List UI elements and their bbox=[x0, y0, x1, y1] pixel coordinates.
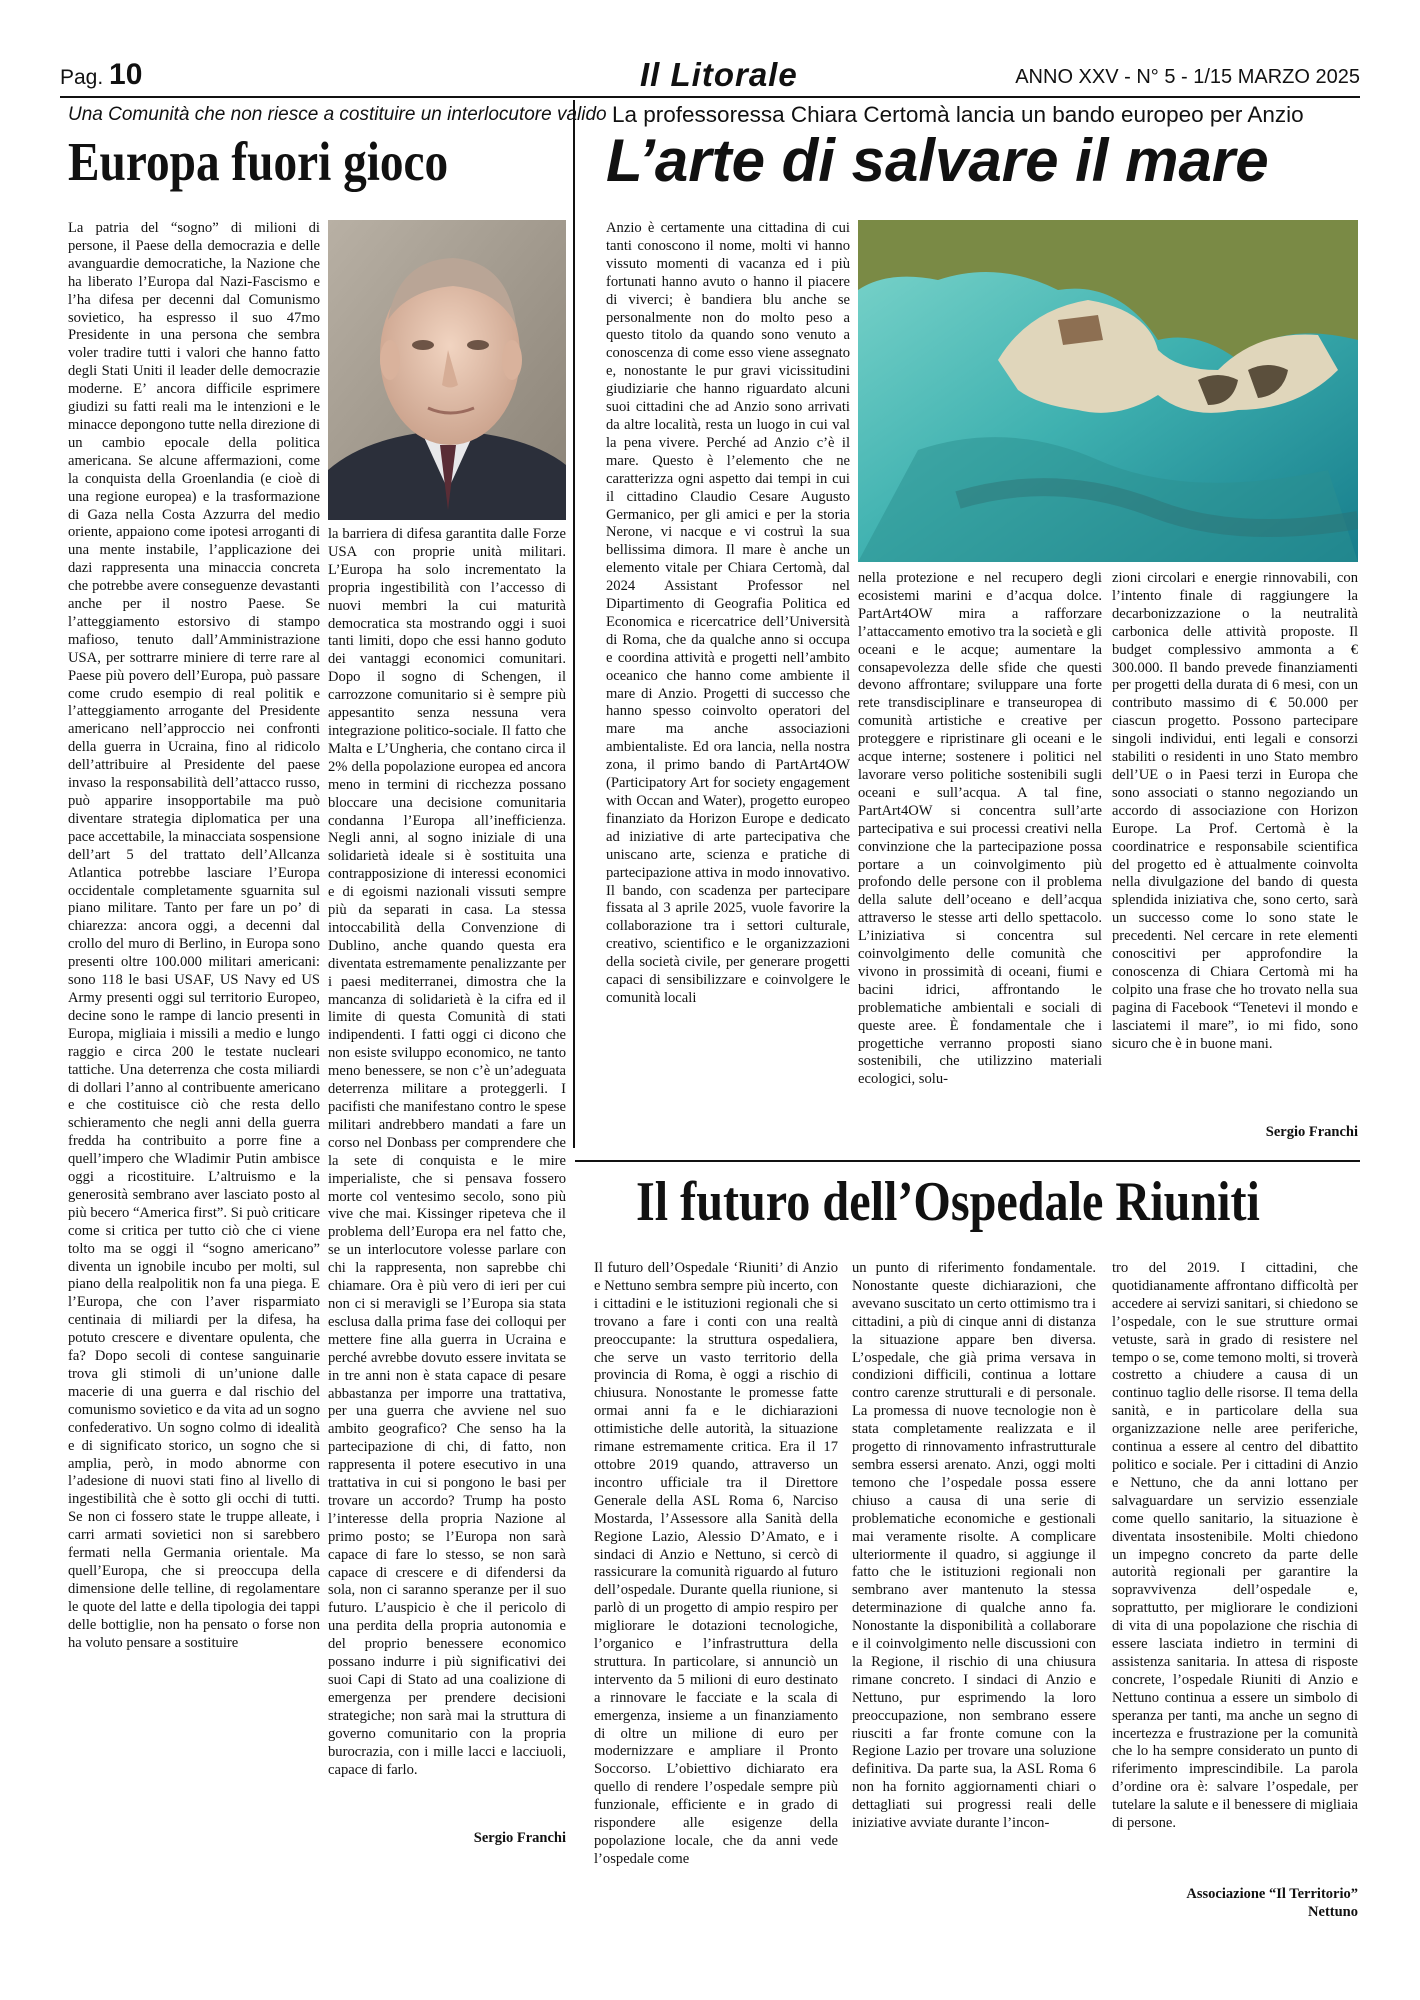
column-divider bbox=[573, 100, 575, 1148]
article2-text-1: Anzio è certamente una cittadina di cui tanti conoscono il nome, molti vi hanno vissuto momenti di vacanza ed i più fortunati hanno avuto o hanno il piacere di viverci; è bandiera blu anche se personalmente non do molto peso a questo titolo da quando sono venuto a conoscenza di come esso viene assegnato e, nonostante le pur gravi vicissitudini giudiziarie che hanno riguardato alcuni suoi cittadini che ad Anzio sono arrivati da altre località, resta un luogo in cui val la pena vivere. Perché ad Anzio c’è il mare. Questo è l’elemento che ne caratterizza ogni aspetto dai tempi in cui il cittadino Claudio Cesare Augusto Germanico, per gli amici e per la storia Nerone, vi nacque e vi costruì la sua bellissima dimora. Il mare è anche un elemento vitale per Chiara Certomà, dal 2024 Assistant Professor nel Dipartimento di Geografia Politica ed Economica e ricercatrice dell’Università di Roma, che da qualche anno si occupa e coordina attività e progetti nell’ambito oceanico che hanno come ambiente il mare di Anzio. Progetti di successo che hanno spesso coinvolto operatori del mare ma anche associazioni ambientaliste. Ed ora lancia, nella nostra zona, il primo bando di PartArt4OW (Participatory Art for society engagement with Occan and Water), progetto europeo finanziato da Horizon Europe e dedicato ad iniziative di arte partecipativa che uniscano arte, scienza e pratiche di partecipazione attiva in modo innovativo. Il bando, con scadenza per partecipare fissata al 3 aprile 2025, vuole favorire la collaborazione tra i settori culturale, creativo, scientifico e le organizzazioni della società civile, per generare progetti capaci di sensibilizzare e coinvolgere le comunità locali bbox=[606, 220, 850, 1006]
article3-text-2: un punto di riferimento fondamentale. Nonostante queste dichiarazioni, che avevano suscitato un certo ottimismo tra i cittadini, a più di cinque anni di distanza la situazione appare ben diversa. L’ospedale, che già prima versava in condizioni difficili, continua a lottare contro carenze strutturali e di personale. La promessa di nuove tecnologie non è stata completamente realizzata e il progetto di rinnovamento infrastrutturale sembra essersi arenato. Anzi, oggi molti temono che l’ospedale possa essere chiuso a causa di una serie di problematiche economiche e gestionali mai veramente risolte. A complicare ulteriormente il quadro, si aggiunge il fatto che le istituzioni regionali non sembrano aver mantenuto la stessa determinazione di qualche anno fa. Nonostante la disponibilità a collaborare e il coinvolgimento nelle discussioni con la Regione, il rischio di una chiusura rimane concreto. I sindaci di Anzio e Nettuno, pur esprimendo la loro preoccupazione, non sembrano essere riusciti a far fronte comune con la Regione Lazio per trovare una soluzione definitiva. Da parte sua, la ASL Roma 6 non ha fornito aggiornamenti chiari o dettagliati sui progressi reali delle iniziative avviate durante l’incon- bbox=[852, 1260, 1096, 1832]
page-number-value: 10 bbox=[109, 58, 143, 91]
anzio-coast-photo bbox=[858, 220, 1358, 562]
article3-column-3 bbox=[1112, 1260, 1358, 1884]
section-divider bbox=[575, 1160, 1360, 1162]
article2-kicker: La professoressa Chiara Certomà lancia un bando europeo per Anzio bbox=[612, 102, 1304, 127]
issue-info: ANNO XXV - N° 5 - 1/15 MARZO 2025 bbox=[1015, 66, 1360, 88]
article2-text-2: nella protezione e nel recupero degli ecosistemi marini e d’acqua dolce. PartArt4OW mira a rafforzare l’attaccamento emotivo tra la società e gli oceani e le acque; aumentare la consapevolezza delle sfide che questi devono affrontare; sviluppare una forte rete transdisciplinare e transeuropea di comunità artistiche e creative per proteggere e ripristinare gli oceani e le acque interne; sostenere i politici nel lavorare verso politiche sostenibili sugli oceani e sull’acqua. A tal fine, PartArt4OW si concentra sull’arte partecipativa e sui processi creativi nella convinzione che la partecipazione possa portare a un coinvolgimento più profondo delle persone con il problema della salute dell’oceano e dell’acqua attraverso le stesse arti dello spettacolo. L’iniziativa si concentra sul coinvolgimento delle comunità che vivono in prossimità di oceani, fiumi e bacini idrici, affrontando le problematiche ambientali e sociali di queste aree. È fondamentale che i progettiche verranno proposti siano sostenibili, che utilizzino materiali ecologici, solu- bbox=[858, 570, 1102, 1088]
putin-photo bbox=[328, 220, 566, 520]
article3-title: Il futuro dell’Ospedale Riuniti bbox=[636, 1171, 1260, 1233]
article1-signature: Sergio Franchi bbox=[473, 1830, 566, 1846]
sea-image bbox=[858, 220, 1358, 562]
portrait-image bbox=[328, 220, 566, 520]
article3-signature-place: Nettuno bbox=[1308, 1904, 1358, 1920]
header-rule bbox=[60, 96, 1360, 98]
article3-text-1: Il futuro dell’Ospedale ‘Riuniti’ di Anzio e Nettuno sembra sempre più incerto, con i cittadini e le istituzioni regionali che si trovano a fare i conti con una realtà preoccupante: la struttura ospedaliera, che serve un vasto territorio della provincia di Roma, è oggi a rischio di chiusura. Nonostante le promesse fatte ormai anni fa e le dichiarazioni ottimistiche delle autorità, la situazione rimane estremamente critica. Era il 17 ottobre 2019 quando, attraverso un incontro ufficiale tra il Direttore Generale della ASL Roma 6, Narciso Mostarda, l’Assessore alla Sanità della Regione Lazio, Alessio D’Amato, e i sindaci di Anzio e Nettuno, si cercò di rassicurare la comunità riguardo al futuro dell’ospedale. Durante quella riunione, si parlò di un progetto di ampio respiro per migliorare le dotazioni tecnologiche, l’organico e l’infrastruttura della struttura. In particolare, si annunciò un intervento da 5 milioni di euro destinato a rinnovare le facciate e la scala di emergenza, insieme a un finanziamento di oltre un milione di euro per modernizzare e ampliare il Pronto Soccorso. L’obiettivo dichiarato era quello di rendere l’ospedale sempre più funzionale, efficiente e in grado di rispondere alle esigenze della popolazione locale, che da anni vede l’ospedale come bbox=[594, 1260, 838, 1867]
article1-title: Europa fuori gioco bbox=[68, 131, 449, 192]
page-label: Pag. bbox=[60, 66, 104, 89]
article1-column-1 bbox=[68, 220, 320, 1830]
page-number bbox=[60, 58, 142, 92]
article2-signature: Sergio Franchi bbox=[1265, 1124, 1358, 1140]
article3-column-2 bbox=[852, 1260, 1096, 1922]
article3-signature: Associazione “Il Territorio” bbox=[1186, 1886, 1358, 1902]
article1-text-2: la barriera di difesa garantita dalle Forze USA con proprie unità militari. L’Europa ha solo incrementato la propria ingestibilità con l’accesso di nuovi membri la cui maturità democratica sta mostrando oggi i suoi tanti limiti, dopo che essi hanno goduto dei vantaggi economici comunitari. Dopo il sogno di Schengen, il carrozzone comunitario si è sempre più appesantito senza nessuna vera integrazione politico-sociale. Il fatto che Malta e L’Ungheria, che contano circa il 2% della popolazione europea ed ancora meno in termini di ricchezza possano bloccare una decisione comunitaria condanna l’Europa all’inefficienza. Negli anni, al sogno iniziale di una solidarietà ideale si è sostituita una contrapposizione di interessi economici e di egoismi nazionali vissuti sempre più da separati in casa. La stessa intoccabilità della Convenzione di Dublino, anche quando questa era diventata estremamente penalizzante per i paesi mediterranei, dimostra che la mancanza di solidarietà è la cifra ed il limite di questa Comunità di stati indipendenti. I fatti oggi ci dicono che non esiste sviluppo economico, ne tanto meno benessere, se non c’è un’adeguata deterrenza militare a proteggerli. I pacifisti che manifestano contro le spese militari andrebbero mandati a fare un corso nel Donbass per comprendere che la sete di conquista e le mire imperialiste, che si pensava fossero morte col ventesimo secolo, sono più vive che mai. Kissinger ripeteva che il problema dell’Europa era nel fatto che, se un interlocutore volesse parlare con chi la rappresenta, non saprebbe chi chiamare. Ora è più vero di ieri per cui non ci si meravigli se l’Europa sia stata esclusa dalla prima fase dei colloqui per mettere fine alla guerra in Ucraina e perché avrebbe dovuto essere invitata se in tre anni non è stata capace di pesare abbastanza per imporre una trattativa, per una guerra che avviene nel suo ambito geografico? Che senso ha la partecipazione di chi, di fatto, non rappresenta il potere esecutivo in una trattativa in cui si pongono le basi per trovare un accordo? Trump ha posto l’interesse della propria Nazione al primo posto; se l’Europa non sarà capace di fare lo stesso, se non sarà capace di crescere e di difendersi da sola, non ci saranno speranze per il suo futuro. L’auspicio è che il pericolo di una perdita della propria autonomia e del proprio benessere economico possano indurre i più significativi dei suoi Capi di Stato ad una coalizione di emergenza per prendere decisioni strategiche; non sarà mai la struttura di governo comunitario con la propria burocrazia, con i mille lacci e lacciuoli, capace di farlo. bbox=[328, 526, 566, 1778]
article1-column-2 bbox=[328, 526, 566, 1824]
article1-text-1: La patria del “sogno” di milioni di persone, il Paese della democrazia e delle avanguardie democratiche, la Nazione che ha liberato l’Europa dal Nazi-Fascismo e l’ha difesa per decenni dal Comunismo sovietico, ha espresso il suo 47mo Presidente in una persona che sembra voler tradire tutti i valori che hanno fatto degli Stati Uniti il leader delle democrazie moderne. E’ ancora difficile esprimere giudizi su fatti reali ma le intenzioni e le minacce depongono tutte nella direzione di un cambio epocale della politica americana. Se alcune affermazioni, come la conquista della Groenlandia (e cioè di una regione europea) e la trasformazione di Gaza nella Costa Azzurra del medio oriente, appaiono come ipotesi arroganti di una mente instabile, l’applicazione dei dazi rappresenta una minaccia concreta che potrebbe avere conseguenze devastanti anche per il nostro Paese. Se l’atteggiamento estorsivo di stampo mafioso, tenuto dall’Amministrazione USA, per sottrarre miniere di terre rare al Paese più povero dell’Europa, può passare come crudo esempio di real politik e l’atteggiamento arrogante del Presidente americano nell’approccio nei confronti della guerra in Ucraina, fino al ridicolo dell’attribuire al Presidente del paese invaso la responsabilità dell’attacco russo, può apparire insopportabile ma può diventare strategia diplomatica per una pace accettabile, la minacciata sospensione dell’art 5 del trattato dell’Allcanza Atlantica potrebbe lasciare l’Europa occidentale completamente sguarnita sul piano militare. Tanto per fare un po’ di chiarezza: ancora oggi, a decenni dal crollo del muro di Berlino, in Europa sono presenti oltre 100.000 militari americani: sono 118 le basi USAF, US Navy ed US Army presenti oggi sul territorio Europeo, decine sono le rampe di lancio presenti in Europa, migliaia i missili a medio e lungo raggio e circa 200 le testate nucleari tattiche. Una deterrenza che costa miliardi di dollari l’anno al contribuente americano e che costituisce ciò che resta dello schieramento che negli anni della guerra fredda ha contribuito a porre fine a quell’impero che Wladimir Putin ambisce oggi a ricostituire. L’altruismo e la generosità sembrano aver lasciato posto al più becero “America first”. Si può criticare come si critica per tutto ciò che ci viene tolto ma se oggi il “sogno americano” diventa un ignobile incubo per molti, sul piano della realpolitik non fa una piega. E l’Europa, che con l’aver risparmiato centinaia di miliardi per la difesa, ha potuto crescere e diventare opulenta, che fa? Dopo secoli di contese sanguinarie trova gli stimoli di un’unione dalle macerie di una guerra e dal rischio del comunismo sovietico e da vita ad un sogno confederativo. Un sogno colmo di idealità e di significato storico, un sogno che si amplia, però, in modo abnorme con l’adesione di nuovi stati fino al livello di ingestibilità che è sotto gli occhi di tutti. Se non ci fossero state le truppe alleate, i carri armati sovietici non si sarebbero fermati nella Germania orientale. Ma quell’Europa, che si preoccupa della dimensione delle telline, di regolamentare le quote del latte e della tipologia dei tappi delle bottiglie, non ha pensato o forse non ha voluto pensare a sostituire bbox=[68, 220, 320, 1651]
article2-column-1 bbox=[606, 220, 850, 1140]
article2-title: L’arte di salvare il mare bbox=[606, 127, 1269, 194]
article2-text-3: zioni circolari e energie rinnovabili, con l’intento finale di raggiungere la decarbonizzazione o la neutralità carbonica delle attività proposte. Il budget complessivo ammonta a € 300.000. Il bando prevede finanziamenti per progetti della durata di 6 mesi, con un contributo massimo di € 50.000 per ciascun progetto. Possono partecipare singoli individui, enti legali e consorzi stabiliti o residenti in uno Stato membro dell’UE o in Paesi terzi in Europa che sono associati o stanno negoziando un accordo di associazione con Horizon Europe. La Prof. Certomà è la coordinatrice e responsabile scientifica del progetto ed è attualmente coinvolta nella divulgazione del bando di questa splendida iniziativa che, sono certo, sarà un successo come lo sono state le precedenti. Nel cercare in rete elementi conoscitivi per approfondire la conoscenza di Chiara Certomà mi ha colpito una frase che ho trovato nella sua pagina di Facebook “Tenetevi il mondo e lasciatemi il mare”, io mi fido, sono sicuro che è in buone mani. bbox=[1112, 570, 1358, 1052]
masthead: Il Litorale bbox=[640, 56, 798, 93]
article2-column-3 bbox=[1112, 570, 1358, 1120]
article1-kicker: Una Comunità che non riesce a costituire un interlocutore valido bbox=[68, 104, 607, 125]
article3-column-1 bbox=[594, 1260, 838, 1922]
article2-column-2 bbox=[858, 570, 1102, 1140]
article3-text-3: tro del 2019. I cittadini, che quotidianamente affrontano difficoltà per accedere ai servizi sanitari, si chiedono se l’ospedale, con le sue strutture ormai vetuste, sarà in grado di resistere nel tempo o se, come temono molti, si troverà costretto a chiudere a causa di un continuo taglio delle risorse. Il tema della sanità, e in particolare della sua organizzazione nelle aree periferiche, continua a essere al centro del dibattito politico e sociale. Per i cittadini di Anzio e Nettuno, che da anni lottano per salvaguardare un servizio essenziale come quello sanitario, la situazione è diventata insostenibile. Molti chiedono un impegno concreto da parte delle autorità regionali per garantire la sopravvivenza dell’ospedale e, soprattutto, per migliorare le condizioni di vita di una popolazione che rischia di essere lasciata indietro in termini di assistenza sanitaria. In attesa di risposte concrete, l’ospedale Riuniti di Anzio e Nettuno continua a essere un simbolo di speranza per tanti, ma anche un segno di incertezza e frustrazione per la comunità che lo ha sempre considerato un punto di riferimento imprescindibile. La parola d’ordine ora è: salvare l’ospedale, per tutelare la salute e il benessere di migliaia di persone. bbox=[1112, 1260, 1358, 1832]
